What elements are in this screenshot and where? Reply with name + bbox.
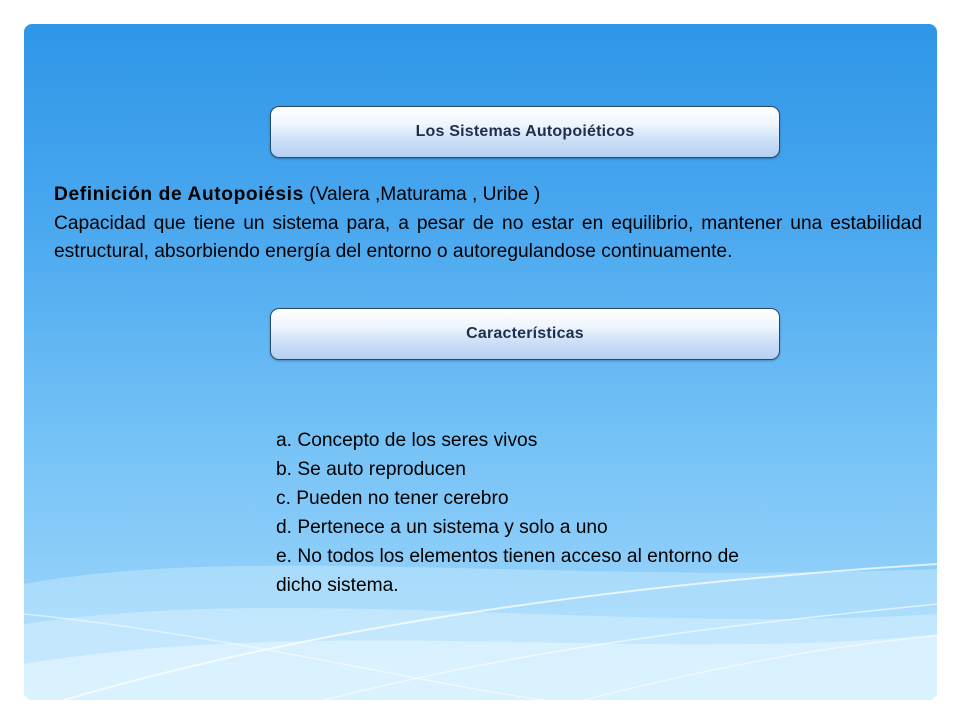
definition-term: Definición de Autopoiésis (54, 184, 304, 205)
characteristics-box (270, 308, 780, 360)
definition-authors: (Valera ,Maturama , Uribe ) (303, 184, 541, 205)
list-item: e. No todos los elementos tienen acceso al entorno de dicho sistema. (276, 546, 739, 596)
list-item: d. Pertenece a un sistema y solo a uno (276, 517, 608, 538)
slide (24, 24, 937, 700)
list-item: b. Se auto reproducen (276, 459, 466, 480)
section-heading: Características (466, 325, 584, 342)
definition-paragraph (54, 181, 922, 267)
slide-title: Los Sistemas Autopoiéticos (415, 123, 635, 140)
characteristics-list (276, 426, 756, 600)
list-item: a. Concepto de los seres vivos (276, 430, 538, 451)
definition-body: Capacidad que tiene un sistema para, a pesar de no estar en equilibrio, mantener una estabilidad estructural, absorbiendo energía del entorno o autoregulandose continuamente. (54, 212, 922, 262)
title-box (270, 106, 780, 158)
list-item: c. Pueden no tener cerebro (276, 488, 509, 509)
